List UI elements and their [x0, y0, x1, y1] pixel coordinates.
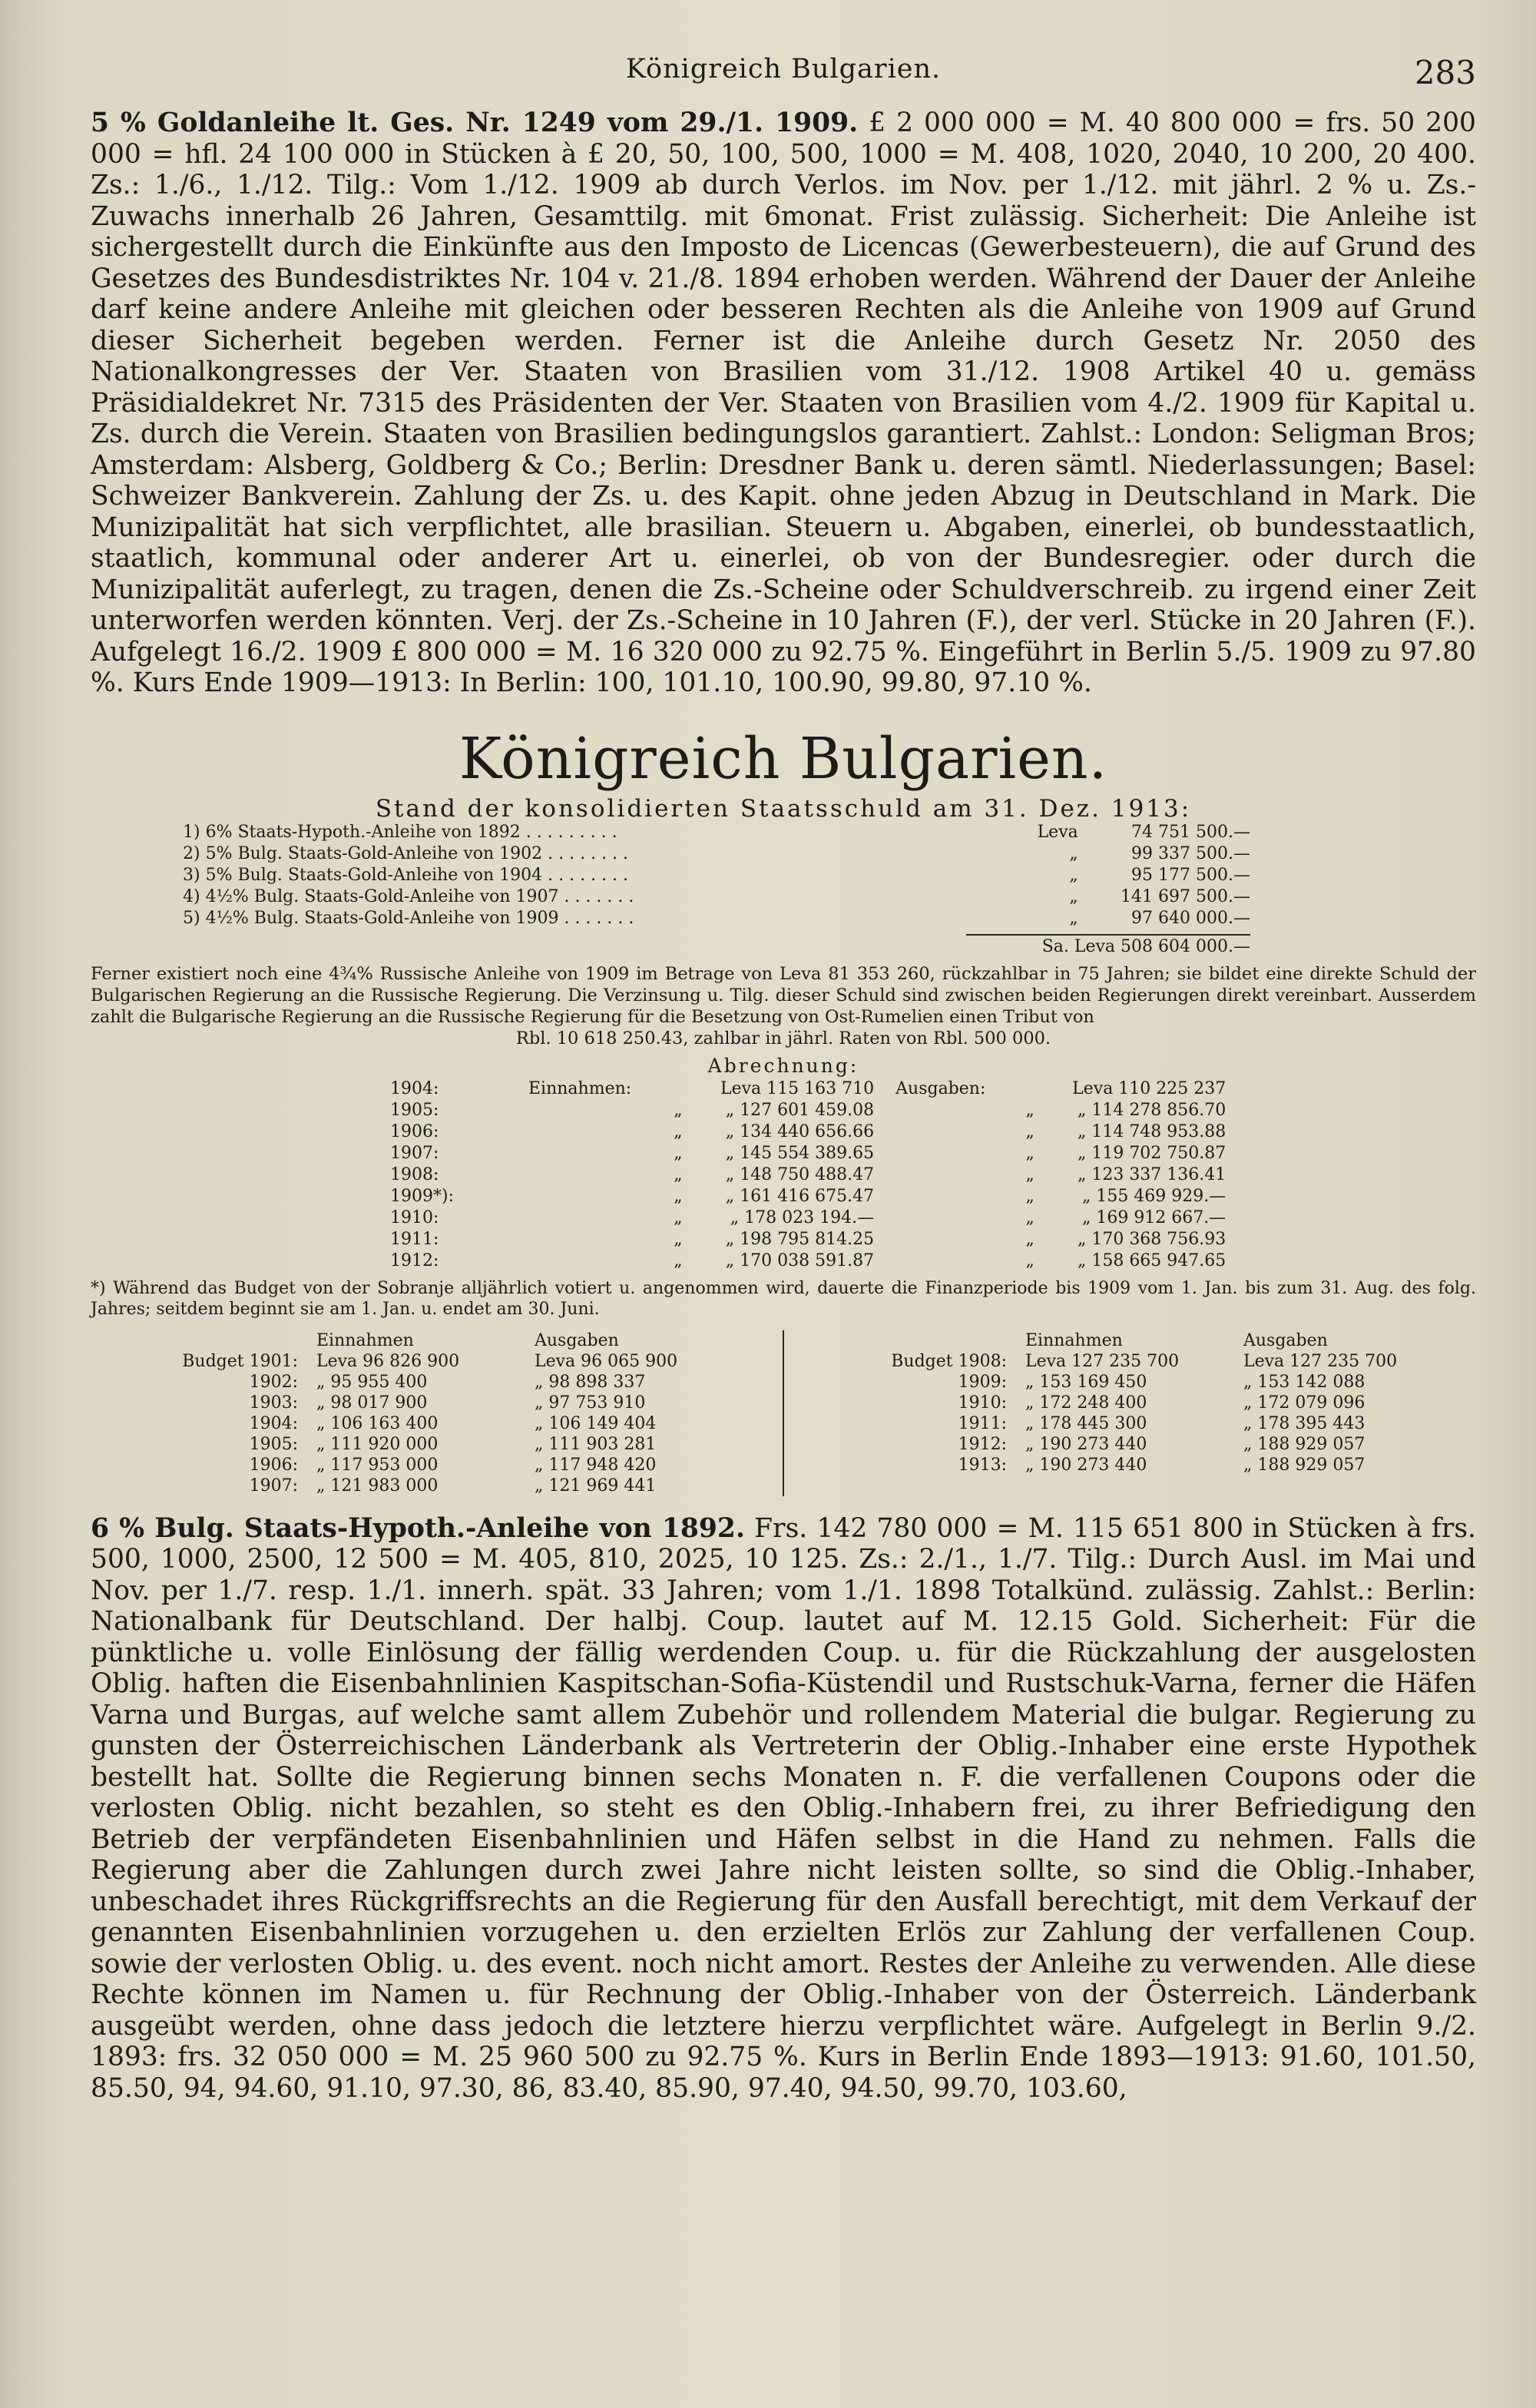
expense-value: „ 123 337 136.41 [1077, 1164, 1226, 1184]
expense-label [895, 1121, 988, 1143]
ditto-mark: „ [1025, 1186, 1034, 1206]
budget-expense: „ 178 395 443 [1243, 1413, 1366, 1433]
debt-description: 5) 4½% Bulg. Staats-Gold-Anleihe von 1909 . . . . . . . [183, 908, 634, 928]
debt-row [183, 886, 1250, 908]
budget-income: „ 121 983 000 [316, 1476, 439, 1495]
budget-row [129, 1455, 742, 1476]
budget-income-header: Einnahmen [316, 1330, 414, 1350]
debt-description: 2) 5% Bulg. Staats-Gold-Anleihe von 1902 . . . . . . . . [183, 843, 629, 863]
income-label [528, 1143, 636, 1164]
running-title: Königreich Bulgarien. [625, 54, 942, 84]
budget-year: 1913: [958, 1455, 1007, 1475]
ditto-mark: „ [1025, 1100, 1034, 1120]
accounts-row [390, 1186, 1226, 1207]
budget-year: Budget 1901: [182, 1351, 298, 1371]
budget-row [838, 1393, 1451, 1413]
budget-year: Budget 1908: [891, 1351, 1007, 1371]
budget-row [129, 1372, 742, 1393]
brazil-loan-paragraph [91, 108, 1476, 699]
budget-income: „ 190 273 440 [1025, 1434, 1147, 1454]
accounts-year: 1909*): [390, 1186, 454, 1206]
budget-expense: „ 172 079 096 [1243, 1393, 1366, 1413]
debt-amount: 95 177 500.— [1131, 865, 1250, 885]
brazil-loan-title: 5 % Goldanleihe lt. Ges. Nr. 1249 vom 29./1. 1909. [91, 108, 859, 138]
ditto-mark: „ [1025, 1250, 1034, 1270]
budget-row [129, 1393, 742, 1413]
russian-loan-note-end: Rbl. 10 618 250.43, zahlbar in jährl. Raten von Rbl. 500 000. [515, 1028, 1051, 1048]
ditto-mark: „ [674, 1207, 683, 1227]
budget-expense: „ 188 929 057 [1243, 1455, 1366, 1475]
accounts-year: 1904: [390, 1078, 439, 1098]
fiscal-period-footnote: *) Während das Budget von der Sobranje alljährlich votiert u. angenommen wird, dauerte die Finanzperiode bis 1909 vom 1. Jan. bis zum 31. Aug. des folg. Jahres; seitdem beginnt sie am 1. Jan. u. endet am 30. Juni. [91, 1278, 1476, 1319]
accounts-row [390, 1078, 1226, 1100]
income-label: Einnahmen: [528, 1078, 632, 1098]
debt-amount: 97 640 000.— [1131, 908, 1250, 928]
ditto-mark [988, 1078, 1072, 1100]
income-value: „ 170 038 591.87 [725, 1250, 875, 1270]
accounts-row [390, 1121, 1226, 1143]
accounts-year: 1910: [390, 1207, 439, 1227]
budget-income-header: Einnahmen [1025, 1330, 1123, 1350]
expense-value: „ 169 912 667.— [1081, 1207, 1226, 1227]
ditto-mark: „ [1025, 1164, 1034, 1184]
accounts-year: 1907: [390, 1143, 439, 1163]
budget-income: „ 111 920 000 [316, 1434, 439, 1454]
debt-description: 3) 5% Bulg. Staats-Gold-Anleihe von 1904 . . . . . . . . [183, 865, 629, 885]
income-value: „ 198 795 814.25 [725, 1229, 875, 1249]
accounts-year: 1905: [390, 1100, 439, 1120]
ditto-mark: „ [674, 1250, 683, 1270]
budget-row [838, 1434, 1451, 1455]
budget-expense: „ 153 142 088 [1243, 1372, 1366, 1392]
debt-currency: „ [1069, 908, 1078, 928]
budget-year: 1907: [249, 1476, 298, 1495]
income-value: Leva 115 163 710 [720, 1078, 875, 1098]
budget-income: „ 98 017 900 [316, 1393, 428, 1413]
budget-expense: „ 188 929 057 [1243, 1434, 1366, 1454]
accounts-row [390, 1250, 1226, 1272]
page-number: 283 [1414, 54, 1476, 91]
budget-expense: „ 121 969 441 [535, 1476, 657, 1495]
budget-year: 1910: [958, 1393, 1007, 1413]
budget-year: 1911: [958, 1413, 1007, 1433]
ditto-mark: „ [674, 1121, 683, 1141]
budget-income: „ 172 248 400 [1025, 1393, 1147, 1413]
ditto-mark: „ [674, 1164, 683, 1184]
budget-row [838, 1351, 1451, 1372]
budget-expense: „ 98 898 337 [535, 1372, 646, 1392]
debt-currency: Leva [1037, 822, 1078, 842]
income-label [528, 1100, 636, 1121]
running-head [91, 54, 1476, 108]
accounts-table [390, 1078, 1226, 1272]
budget-year: 1909: [958, 1372, 1007, 1392]
income-value: „ 145 554 389.65 [725, 1143, 875, 1163]
budget-income: Leva 96 826 900 [316, 1351, 460, 1371]
budget-tables [91, 1330, 1476, 1496]
loan-1892-body: Frs. 142 780 000 = M. 115 651 800 in Stücken à frs. 500, 1000, 2500, 12 500 = M. 405, 810, 2025, 10 125. Zs.: 2./1., 1./7. Tilg.: Durch Ausl. im Mai und Nov. per 1./7. resp. 1./1. innerh. spät. 33 Jahren; vom 1./1. 1898 Totalkünd. zulässig. Zahlst.: Berlin: Nationalbank für Deutschland. Der halbj. Coup. lautet auf M. 12.15 Gold. Sicherheit: Für die pünktliche u. volle Einlösung der fällig werdenden Coup. u. für die Rückzahlung der ausgelosten Oblig. haften die Eisenbahnlinien Kaspitschan-Sofia-Küstendil und Rustschuk-Varna, ferner die Häfen Varna und Burgas, auf welche samt allem Zubehör und rollendem Material die bulgar. Regierung zu gunsten der Österreichischen Länderbank als Vertreterin der Oblig.-Inhaber eine erste Hypothek bestellt hat. Sollte die Regierung binnen sechs Monaten n. F. die verfallenen Coupons oder die verlosten Oblig. nicht bezahlen, so steht es den Oblig.-Inhabern frei, zu ihrer Befriedigung den Betrieb der verpfändeten Eisenbahnlinien und Häfen selbst in die Hand zu nehmen. Falls die Regierung aber die Zahlungen durch zwei Jahre nicht leisten sollte, so sind die Oblig.-Inhaber, unbeschadet ihres Rückgriffsrechts an die Regierung für den Ausfall berechtigt, mit dem Verkauf der genannten Eisenbahnlinien vorzugehen u. den erzielten Erlös zur Zahlung der verfallenen Coup. sowie der verlosten Oblig. u. des event. noch nicht amort. Restes der Anleihe zu verwenden. Alle diese Rechte können im Namen u. für Rechnung der Oblig.-Inhaber von der Österreich. Länderbank ausgeübt werden, ohne dass jedoch die letztere hierzu verpflichtet wäre. Aufgelegt in Berlin 9./2. 1893: frs. 32 050 000 = M. 25 960 500 zu 92.75 %. Kurs in Berlin Ende 1893—1913: 91.60, 101.50, 85.50, 94, 94.60, 91.10, 97.30, 86, 83.40, 85.90, 97.40, 94.50, 99.70, 103.60, [91, 1512, 1476, 2104]
income-label [528, 1229, 636, 1250]
budget-header-row [129, 1330, 742, 1351]
budget-expense-header: Ausgaben [535, 1330, 619, 1350]
debt-currency: „ [1069, 886, 1078, 906]
expense-label [895, 1186, 988, 1207]
budget-expense: „ 117 948 420 [535, 1455, 657, 1475]
expense-value: „ 158 665 947.65 [1077, 1250, 1226, 1270]
income-value: „ 161 416 675.47 [725, 1186, 875, 1206]
expense-value: „ 170 368 756.93 [1077, 1229, 1226, 1249]
income-label [528, 1186, 636, 1207]
ditto-mark: „ [674, 1229, 683, 1249]
ditto-mark: „ [674, 1143, 683, 1163]
accounts-row [390, 1207, 1226, 1229]
budget-year: 1902: [249, 1372, 298, 1392]
income-value: „ 178 023 194.— [730, 1207, 875, 1227]
expense-value: „ 114 278 856.70 [1077, 1100, 1226, 1120]
budget-expense: „ 97 753 910 [535, 1393, 646, 1413]
expense-label [895, 1143, 988, 1164]
budget-row [838, 1455, 1451, 1476]
income-label [528, 1164, 636, 1186]
debt-total: Sa. Leva 508 604 000.— [1041, 936, 1250, 956]
ditto-mark: „ [674, 1186, 683, 1206]
budget-table-left [129, 1330, 742, 1496]
debt-row [183, 908, 1250, 929]
ditto-mark [636, 1078, 720, 1100]
budget-row [129, 1413, 742, 1434]
budget-year: 1904: [249, 1413, 298, 1433]
debt-currency: „ [1069, 843, 1078, 863]
ditto-mark: „ [1025, 1207, 1034, 1227]
budget-row [129, 1434, 742, 1455]
income-value: „ 127 601 459.08 [725, 1100, 875, 1120]
country-title: Königreich Bulgarien. [458, 725, 1108, 792]
budget-expense: „ 111 903 281 [535, 1434, 657, 1454]
accounts-year: 1908: [390, 1164, 439, 1184]
budget-expense: Leva 96 065 900 [535, 1351, 678, 1371]
accounts-row [390, 1164, 1226, 1186]
income-value: „ 148 750 488.47 [725, 1164, 875, 1184]
budget-table-right [838, 1330, 1451, 1476]
expense-label: Ausgaben: [895, 1078, 986, 1098]
accounts-year: 1912: [390, 1250, 439, 1270]
income-label [528, 1250, 636, 1272]
expense-value: „ 114 748 953.88 [1077, 1121, 1226, 1141]
debt-amount: 74 751 500.— [1131, 822, 1250, 842]
budget-year: 1905: [249, 1434, 298, 1454]
budget-row [838, 1413, 1451, 1434]
expense-label [895, 1250, 988, 1272]
expense-label [895, 1100, 988, 1121]
debt-heading: Stand der konsolidierten Staatsschuld am 31. Dez. 1913: [375, 794, 1192, 823]
budget-row [838, 1372, 1451, 1393]
ditto-mark: „ [1025, 1121, 1034, 1141]
accounts-row [390, 1143, 1226, 1164]
accounts-year: 1911: [390, 1229, 439, 1249]
expense-value: Leva 110 225 237 [1072, 1078, 1226, 1098]
ditto-mark: „ [1025, 1143, 1034, 1163]
expense-label [895, 1207, 988, 1229]
budget-expense: „ 106 149 404 [535, 1413, 657, 1433]
budget-header-row [838, 1330, 1451, 1351]
brazil-loan-body: £ 2 000 000 = M. 40 800 000 = frs. 50 200 000 = hfl. 24 100 000 in Stücken à £ 20, 50, 100, 500, 1000 = M. 408, 1020, 2040, 10 200, 20 400. Zs.: 1./6., 1./12. Tilg.: Vom 1./12. 1909 ab durch Verlos. im Nov. per 1./12. mit jährl. 2 % u. Zs.-Zuwachs innerhalb 26 Jahren, Gesamttilg. mit 6monat. Frist zulässig. Sicherheit: Die Anleihe ist sichergestellt durch die Einkünfte aus den Imposto de Licencas (Gewerbesteuern), die auf Grund des Gesetzes des Bundesdistriktes Nr. 104 v. 21./8. 1894 erhoben werden. Während der Dauer der Anleihe darf keine andere Anleihe mit gleichen oder besseren Rechten als die Anleihe von 1909 auf Grund dieser Sicherheit begeben werden. Ferner ist die Anleihe durch Gesetz Nr. 2050 des Nationalkongresses der Ver. Staaten von Brasilien vom 31./12. 1908 Artikel 40 u. gemäss Präsidialdekret Nr. 7315 des Präsidenten der Ver. Staaten von Brasilien vom 4./2. 1909 für Kapital u. Zs. durch die Verein. Staaten von Brasilien bedingungslos garantiert. Zahlst.: London: Seligman Bros; Amsterdam: Alsberg, Goldberg & Co.; Berlin: Dresdner Bank u. deren sämtl. Niederlassungen; Basel: Schweizer Bankverein. Zahlung der Zs. u. des Kapit. ohne jeden Abzug in Deutschland in Mark. Die Munizipalität hat sich verpflichtet, alle brasilian. Steuern u. Abgaben, einerlei, ob bundesstaatlich, staatlich, kommunal oder anderer Art u. einerlei, ob von der Bundesregier. oder durch die Munizipalität auferlegt, zu tragen, denen die Zs.-Scheine oder Schuldverschreib. zu irgend einer Zeit unterworfen werden könnten. Verj. der Zs.-Scheine in 10 Jahren (F.), der verl. Stücke in 20 Jahren (F.). Aufgelegt 16./2. 1909 £ 800 000 = M. 16 320 000 zu 92.75 %. Eingeführt in Berlin 5./5. 1909 zu 97.80 %. Kurs Ende 1909—1913: In Berlin: 100, 101.10, 100.90, 99.80, 97.10 %. [91, 108, 1476, 698]
budget-year: 1906: [249, 1455, 298, 1475]
budget-income: „ 153 169 450 [1025, 1372, 1147, 1392]
accounts-row [390, 1100, 1226, 1121]
budget-year: 1903: [249, 1393, 298, 1413]
budget-income: „ 178 445 300 [1025, 1413, 1147, 1433]
debt-currency: „ [1069, 865, 1078, 885]
income-value: „ 134 440 656.66 [725, 1121, 875, 1141]
debt-amount: 99 337 500.— [1131, 843, 1250, 863]
loan-1892-paragraph [91, 1513, 1476, 2105]
debt-description: 4) 4½% Bulg. Staats-Gold-Anleihe von 1907 . . . . . . . [183, 886, 634, 906]
budget-year: 1912: [958, 1434, 1007, 1454]
income-label [528, 1121, 636, 1143]
budget-row [129, 1351, 742, 1372]
ditto-mark: „ [1025, 1229, 1034, 1249]
expense-label [895, 1164, 988, 1186]
debt-row [183, 865, 1250, 886]
budget-expense: Leva 127 235 700 [1243, 1351, 1398, 1371]
ditto-mark: „ [674, 1100, 683, 1120]
budget-income: „ 117 953 000 [316, 1455, 439, 1475]
accounts-year: 1906: [390, 1121, 439, 1141]
expense-value: „ 155 469 929.— [1081, 1186, 1226, 1206]
budget-income: „ 95 955 400 [316, 1372, 428, 1392]
loan-1892-title: 6 % Bulg. Staats-Hypoth.-Anleihe von 1892. [91, 1512, 745, 1544]
debt-row [183, 843, 1250, 865]
accounts-row [390, 1229, 1226, 1250]
expense-label [895, 1229, 988, 1250]
budget-income: „ 190 273 440 [1025, 1455, 1147, 1475]
budget-row [129, 1476, 742, 1496]
debt-description: 1) 6% Staats-Hypoth.-Anleihe von 1892 . . . . . . . . . [183, 822, 617, 842]
accounts-heading: Abrechnung: [707, 1054, 859, 1077]
consolidated-debt-table [183, 822, 1250, 929]
debt-amount: 141 697 500.— [1121, 886, 1250, 906]
budget-income: „ 106 163 400 [316, 1413, 439, 1433]
budget-expense-header: Ausgaben [1243, 1330, 1328, 1350]
russian-loan-note: Ferner existiert noch eine 4¾% Russische Anleihe von 1909 im Betrage von Leva 81 353 260, rückzahlbar in 75 Jahren; sie bildet eine direkte Schuld der Bulgarischen Regierung an die Russische Regierung. Die Verzinsung u. Tilg. dieser Schuld sind zwischen beiden Regierungen direkt vereinbart. Ausserdem zahlt die Bulgarische Regierung an die Russische Regierung für die Besetzung von Ost-Rumelien einen Tribut von [91, 963, 1476, 1027]
income-label [528, 1207, 636, 1229]
budget-income: Leva 127 235 700 [1025, 1351, 1180, 1371]
debt-row [183, 822, 1250, 843]
expense-value: „ 119 702 750.87 [1077, 1143, 1226, 1163]
